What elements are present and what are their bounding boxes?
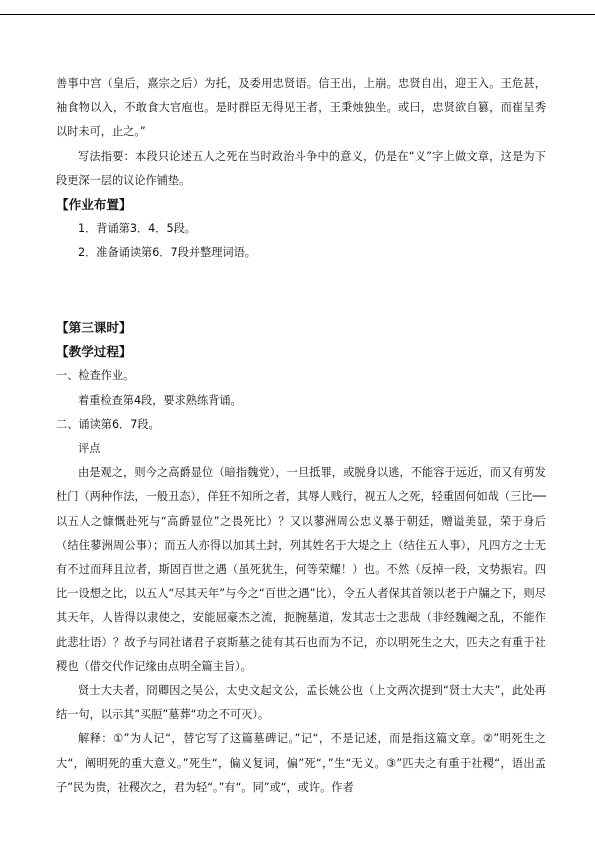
teaching-process-heading: 【教学过程】 [56, 344, 132, 360]
homework-item-2: 2．准备诵读第6．7段并整理词语。 [78, 246, 256, 260]
homework-item-1: 1．背诵第3．4．5段。 [78, 222, 196, 236]
lesson3-heading: 【第三课时】 [56, 320, 132, 336]
document-body [56, 72, 546, 800]
paragraph-commentary-1: 由是观之，则今之高爵显位（暗指魏党），一旦抵罪，或脱身以逃，不能容于远近，而又有剪发杜门（两种作法，一般丑态），佯狂不知所之者，其辱人贱行，视五人之死，轻重固何如哉（三比──以五人之慷慨赴死与“高爵显位”之畏死比）？又以蓼洲周公忠义暴于朝廷，赠谥美显，荣于身后（结住蓼洲周公事）；而五人亦得以加其土封，列其姓名于大堤之上（结住五人事），凡四方之士无有不过而拜且泣者，斯固百世之遇（虽死犹生，何等荣耀！）也。不然（反掉一段，文势振宕。四比一设想之比，以五人“尽其天年”与今之“百世之遇”比），令五人者保其首领以老于户牖之下，则尽其天年，人皆得以隶使之，安能屈豪杰之流，扼腕墓道，发其志士之悲哉（非经魏阉之乱，不能作此悲壮语）？故予与同社诸君子哀斯墓之徒有其石也而为不记，亦以明死生之大，匹夫之有重于社稷也（借交代作记缘由点明全篇主旨）。 [56, 466, 546, 673]
paragraph-explanation: 解释：①”为人记“，替它写了这篇墓碑记。”记“，不是记述，而是指这篇文章。②”明死生之大“，阐明死的重大意义。”死生“，偏义复词，偏”死“，”生“无义。③”匹夫之有重于社稷“，语出孟子”民为贵，社稷次之，君为轻“。”有“。同”或“，或许。作者 [56, 732, 546, 794]
paragraph-commentary-2: 贤士大夫者，冏卿因之吴公，太史文起文公，孟长姚公也（上文两次提到“贤士大夫”，此处再结一句，以示其“买脰”墓葬“功之不可灭）。 [56, 684, 546, 722]
header-rule [0, 14, 595, 15]
paragraph-writing-notes: 写法指要：本段只论述五人之死在当时政治斗争中的意义，仍是在“义”字上做文章，这是为下段更深一层的议论作铺垫。 [56, 149, 546, 187]
step-check-homework: 一、检查作业。 [56, 369, 135, 383]
review-label: 评点 [78, 442, 101, 456]
paragraph-quote-end: 善事中宫（皇后，熹宗之后）为托，及委用忠贤语。信王出，上崩。忠贤自出，迎王入。王危甚，袖食物以入，不敢食大官庖也。是时群臣无得见王者，王秉烛独坐。或曰，忠贤欲自篡，而崔呈秀以时未可，止之。” [56, 77, 546, 139]
homework-heading: 【作业布置】 [56, 197, 132, 213]
step-check-homework-detail: 着重检查第4段，要求熟练背诵。 [78, 393, 242, 407]
step-recite: 二、诵读第6．7段。 [56, 417, 160, 431]
section-gap [56, 265, 546, 316]
